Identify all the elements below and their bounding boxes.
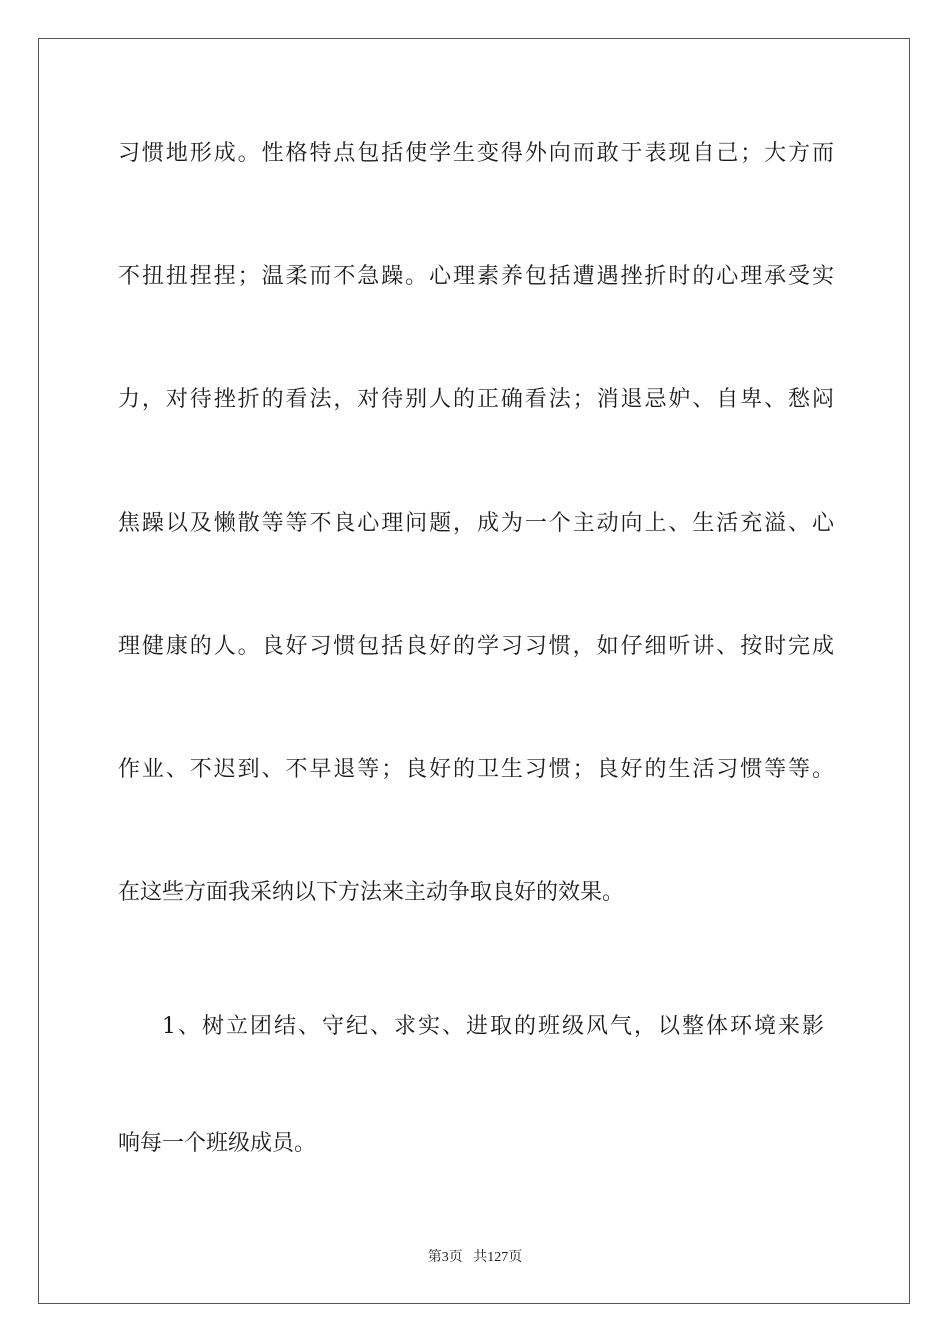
body-line-3: 力，对待挫折的看法，对待别人的正确看法；消退忌妒、自卑、愁闷 [118, 387, 834, 412]
body-line-2: 不扭扭捏捏；温柔而不急躁。心理素养包括遭遇挫折时的心理承受实 [118, 264, 834, 289]
body-line-1: 习惯地形成。性格特点包括使学生变得外向而敢于表现自己；大方而 [118, 141, 834, 166]
page-total: 共127页 [473, 1250, 523, 1265]
page-frame [38, 38, 910, 1304]
body-line-8: 1、树立团结、守纪、求实、进取的班级风气，以整体环境来影 [162, 1014, 824, 1039]
body-line-9: 响每一个班级成员。 [118, 1131, 317, 1156]
body-line-6: 作业、不迟到、不早退等；良好的卫生习惯；良好的生活习惯等等。 [118, 757, 834, 782]
body-line-4: 焦躁以及懒散等等不良心理问题，成为一个主动向上、生活充溢、心 [118, 511, 834, 536]
page-number: 第3页 [427, 1250, 463, 1265]
body-line-5: 理健康的人。良好习惯包括良好的学习习惯，如仔细听讲、按时完成 [118, 634, 834, 659]
body-line-7: 在这些方面我采纳以下方法来主动争取良好的效果。 [118, 880, 625, 905]
page-footer [0, 1246, 950, 1266]
